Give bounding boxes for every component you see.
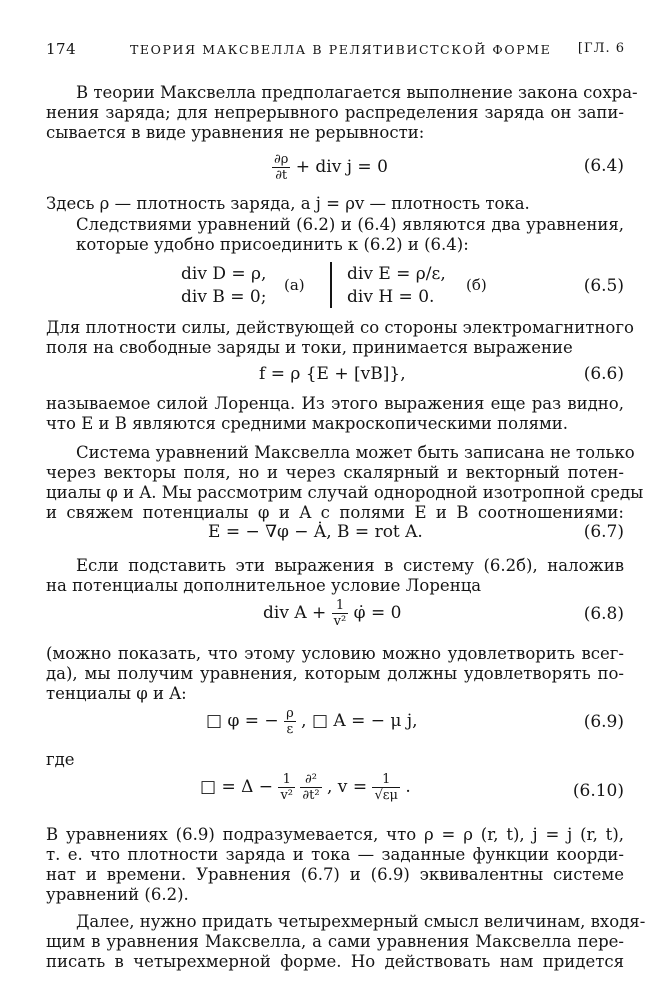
text-line: нения заряда; для непрерывного распределения заряда он запи- xyxy=(46,103,624,122)
equation-number: (6.6) xyxy=(583,364,624,384)
text-line: тенциалы φ и A: xyxy=(46,684,187,703)
text-line: уравнений (6.2). xyxy=(46,885,189,904)
text-line: через векторы поля, но и через скалярный и векторный потен- xyxy=(46,463,624,482)
equation-6-9: □ φ = − $\frac{\rho}{\varepsilon}$ , □ A = − μ j, xyxy=(206,706,418,737)
text-line: Система уравнений Максвелла может быть записана не только xyxy=(76,443,635,462)
text-line: называемое силой Лоренца. Из этого выражения еще раз видно, xyxy=(46,394,624,413)
equation-number: (6.7) xyxy=(583,522,624,542)
equation-number: (6.9) xyxy=(583,712,624,732)
text-line: Следствиями уравнений (6.2) и (6.4) являются два уравнения, xyxy=(76,215,624,234)
text-line: где xyxy=(46,750,75,769)
fraction: $\frac{\rho}{\varepsilon}$ xyxy=(286,706,294,737)
equation-6-10: □ = Δ − $\frac{1}{\text{v²}}$ $\frac{\text{∂²}}{\text{∂t²}}$ , v = $\frac{1}{√\varepsilon\mu}$ . xyxy=(200,772,411,803)
equation-6-5b-line1: div E = ρ/ε, xyxy=(347,264,446,284)
text-line: и свяжем потенциалы φ и A с полями E и B соотношениями: xyxy=(46,503,624,522)
equation-6-8: div A + $\frac{1}{\text{v²}}$ φ̇ = 0 xyxy=(263,598,402,629)
running-title: ТЕОРИЯ МАКСВЕЛЛА В РЕЛЯТИВИСТСКОЙ ФОРМЕ xyxy=(130,42,552,57)
equation-tag-b: (б) xyxy=(466,276,487,294)
fraction: $\frac{1}{√\varepsilon\mu}$ xyxy=(374,772,398,803)
equation-6-4: $\frac{\partial\rho}{\partial t}$ + div j = 0 xyxy=(274,152,388,183)
text-line: т. е. что плотности заряда и тока — заданные функции коорди- xyxy=(46,845,624,864)
text-line: Для плотности силы, действующей со стороны электромагнитного xyxy=(46,318,634,337)
text-line: В теории Максвелла предполагается выполнение закона сохра- xyxy=(76,83,638,102)
equation-6-5a-line2: div B = 0; xyxy=(181,287,267,307)
equation-6-5a-line1: div D = ρ, xyxy=(181,264,267,284)
fraction: $\frac{\text{∂²}}{\text{∂t²}}$ xyxy=(302,772,320,803)
equation-tag-a: (а) xyxy=(284,276,305,294)
text-line: В уравнениях (6.9) подразумевается, что ρ = ρ (r, t), j = j (r, t), xyxy=(46,825,624,844)
text-line: что E и B являются средними макроскопическими полями. xyxy=(46,414,569,433)
equation-6-7: E = − ∇φ − Ȧ, B = rot A. xyxy=(208,522,423,542)
page-number: 174 xyxy=(46,40,77,58)
text-line: нат и времени. Уравнения (6.7) и (6.9) эквивалентны системе xyxy=(46,865,624,884)
text-line: Здесь ρ — плотность заряда, а j = ρv — плотность тока. xyxy=(46,194,530,213)
text-line: (можно показать, что этому условию можно удовлетворить всег- xyxy=(46,644,624,663)
equation-number: (6.4) xyxy=(583,156,624,176)
text-line: писать в четырехмерной форме. Но действовать нам придется xyxy=(46,952,624,971)
equation-number: (6.8) xyxy=(583,604,624,624)
text-line: Если подставить эти выражения в систему (6.2б), наложив xyxy=(76,556,624,575)
text-line: щим в уравнения Максвелла, а сами уравнения Максвелла пере- xyxy=(46,932,624,951)
equation-6-6: f = ρ {E + [vB]}, xyxy=(259,364,406,384)
text-line: на потенциалы дополнительное условие Лоренца xyxy=(46,576,482,595)
fraction: $\frac{1}{\text{v²}}$ xyxy=(280,772,294,803)
text-line: да), мы получим уравнения, которым должны удовлетворять по- xyxy=(46,664,624,683)
text-line: Далее, нужно придать четырехмерный смысл величинам, входя- xyxy=(76,912,646,931)
chapter-marker: [ГЛ. 6 xyxy=(577,41,625,56)
equation-number: (6.5) xyxy=(583,276,624,296)
text-line: которые удобно присоединить к (6.2) и (6.4): xyxy=(76,235,469,254)
fraction: $\frac{\partial\rho}{\partial t}$ xyxy=(274,152,289,183)
equation-divider xyxy=(330,262,332,308)
text-line: сывается в виде уравнения не рерывности: xyxy=(46,123,425,142)
text-line: поля на свободные заряды и токи, принимается выражение xyxy=(46,338,573,357)
equation-6-5b-line2: div H = 0. xyxy=(347,287,435,307)
text-line: циалы φ и A. Мы рассмотрим случай однородной изотропной среды xyxy=(46,483,644,502)
equation-number: (6.10) xyxy=(572,781,624,801)
fraction: $\frac{1}{\text{v²}}$ xyxy=(333,598,347,629)
